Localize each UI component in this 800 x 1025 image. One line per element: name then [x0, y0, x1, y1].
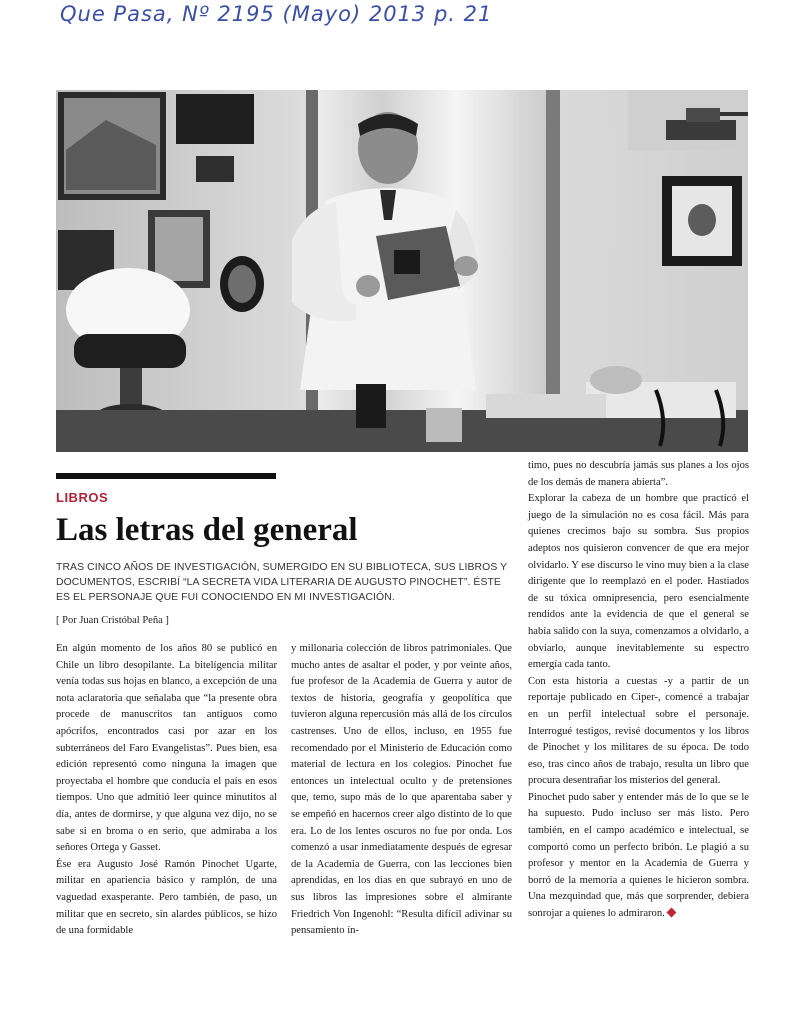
section-label: LIBROS — [56, 490, 109, 505]
handwritten-note: Que Pasa, Nº 2195 (Mayo) 2013 p. 21 — [60, 2, 493, 26]
body-paragraph: Con esta historia a cuestas -y a partir de un reportaje publicado en Ciper-, comencé a trabajar en un perfil intelectual sobre el personaje. Interrogué testigos, revisé documentos y los libros de Pinochet y los militares de su época. De todo eso, tras cinco años de trabajo, resulta un libro que procura desentrañar los misterios del general. — [528, 675, 749, 787]
article-byline: [ Por Juan Cristóbal Peña ] — [56, 615, 169, 626]
body-paragraph: y millonaria colección de libros patrimoniales. Que mucho antes de asaltar el poder, y por veinte años, fue profesor de la Academia de Guerra y autor de textos de historia, geografía y geopolítica que tuvieron alguna repercusión más allá de los círculos castrenses. Uno de ellos, incluso, en 1955 fue recomendado por el Ministerio de Educación como material de lectura en los colegios. Pinochet fue entonces un intelectual oculto y de pretensiones que, temo, supo más de lo que aparentaba saber y se empeñó en hacernos creer algo distinto de lo que era. Lo de los lentes oscuros no fue por onda. Los comenzó a usar inmediatamente después de egresar de la Academia de Guerra, con las lecciones bien aprendidas, en los días en que subrayó en uno de sus libros las impresiones sobre el almirante Friedrich Von Ingenohl: “Resulta difícil adivinar su pensamiento ín- — [291, 643, 512, 937]
body-paragraph-text: Pinochet pudo saber y entender más de lo que se le ha supuesto. Pudo incluso ser más listo. Pero también, en el campo académico e intelectual, se comportó como un perfecto bribón. Le plagió a su profesor y mentor en la Academia de Guerra y borró de la memoria a quienes le hicieron sombra. Una mezquindad que, más que sorprender, debiera sonrojar a quienes lo admiraron. — [528, 791, 749, 920]
body-paragraph: En algún momento de los años 80 se publicó en Chile un libro desopilante. La bitelígencia militar venía todas sus hojas en blanco, a excepción de una nota aclaratoria que señalaba que “la presente obra procede de manuscritos tan antiguos como apócrifos, encontrados casi por azar en los subterráneos del Faro Evangelistas”. Pues bien, esa edición representó como ninguna la imagen que proyectaba el hombre que conducía el país en esos tiempos. Uno que admitió leer quince minutitos al día, antes de dormirse, y que alguna vez dijo, no se sabe si en broma o en serio, que admiraba a los señores Ortega y Gasset. — [56, 643, 277, 854]
article-headline: Las letras del general — [56, 512, 358, 548]
article-deck: TRAS CINCO AÑOS DE INVESTIGACIÓN, SUMERGIDO EN SU BIBLIOTECA, SUS LIBROS Y DOCUMENTOS, ESCRIBÍ “LA SECRETA VIDA LITERARIA DE AUGUSTO PINOCHET”. ÉSTE ES EL PERSONAJE QUE FUI CONOCIENDO EN MI INVESTIGACIÓN. — [56, 562, 508, 603]
body-column-2 — [291, 641, 512, 940]
photo-illustration — [56, 90, 748, 452]
body-paragraph-last — [528, 790, 749, 923]
body-paragraph: timo, pues no descubría jamás sus planes a los ojos de los demás de manera abierta”. — [528, 460, 749, 488]
body-paragraph: Ése era Augusto José Ramón Pinochet Ugarte, militar en apariencia básico y ramplón, de una vaguedad exasperante. Pero también, de paso, un militar que en secreto, sin alardes públicos, se hizo de una formidable — [56, 858, 277, 937]
body-column-1 — [56, 641, 277, 940]
body-column-3 — [528, 458, 749, 923]
section-rule — [56, 473, 276, 479]
end-of-article-icon — [666, 908, 676, 918]
article-photo — [56, 90, 748, 452]
body-paragraph: Explorar la cabeza de un hombre que practicó el juego de la simulación no es cosa fácil. Más para quienes crecimos bajo su sombra. Sus propios adeptos nos quisieron convencer de que era mejor olvidarlo. Y ese discurso le vino muy bien a la clase dirigente que lo reemplazó en el poder. Hastiados de su tóxica omnipresencia, pero esencialmente rendidos ante la evidencia de que el general se había salido con la suya, comenzamos a olvidarlo, a obviarlo, aunque inevitablemente su espectro emergía cada tanto. — [528, 493, 749, 671]
